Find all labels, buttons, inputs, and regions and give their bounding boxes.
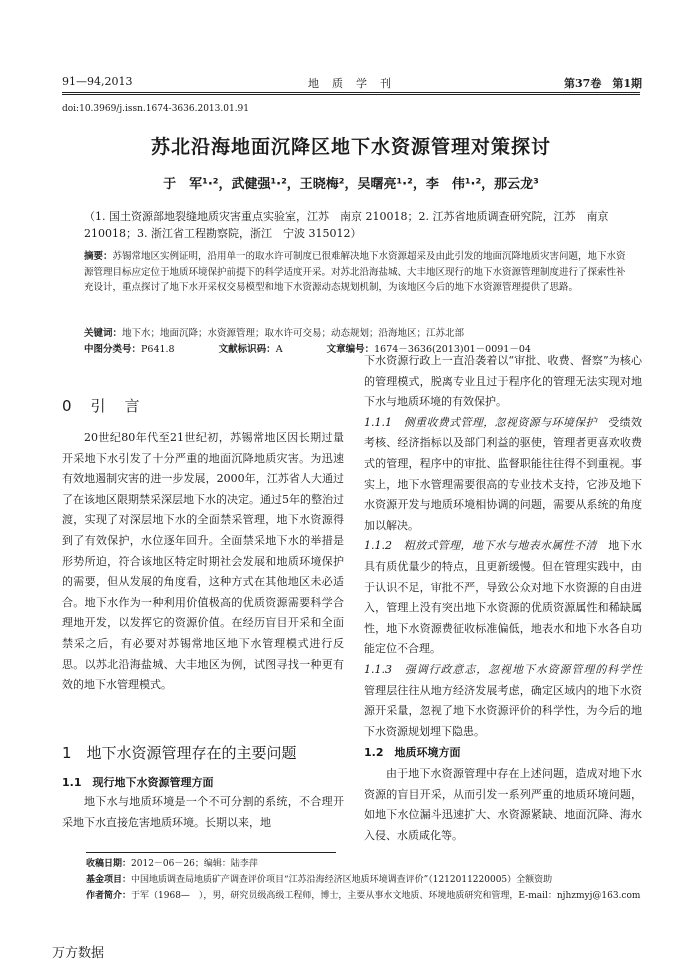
subsection-1-1-3-text: 管理层往往从地方经济发展考虑，确定区域内的地下水资源开采量，忽视了地下水资源评价的科学性，为今后的地下水资源规划埋下隐患。 (364, 683, 642, 738)
subsection-1-1-1-text: 受绩效考核、经济指标以及部门利益的驱使，管理者更喜欢收费式的管理，程序中的审批、监督职能往往得不到重视。事实上，地下水管理需要很高的专业技术支持，它涉及地下水资源开发与地质环境相协调的问题，需要从系统的角度加以解决。 (364, 415, 643, 532)
doi: doi:10.3969/j.issn.1674-3636.2013.01.91 (62, 104, 250, 114)
section-1-1-paragraph: 地下水与地质环境是一个不可分割的系统，不合理开采地下水直接危害地质环境。长期以来，地 (62, 795, 344, 829)
wanfang-watermark: 万方数据 (52, 946, 105, 961)
article-title: 苏北沿海地面沉降区地下水资源管理对策探讨 (150, 136, 551, 158)
subsection-1-1-2-heading: 1.1.2 粗放式管理，地下水与地表水属性不清 (364, 539, 597, 553)
abstract (84, 249, 626, 296)
subsection-1-1-2-text: 地下水具有质优量少的特点，且更新缓慢。但在管理实践中，由于认识不足，审批不严，导致公众对地下水资源的自由进入，管理上没有突出地下水资源的优质资源属性和稀缺属性，地下水资源费征收标准偏低，地表水和地下水各自功能定位不合理。 (364, 539, 643, 656)
section-1-1-heading: 1.1 现行地下水资源管理方面 (62, 776, 214, 789)
intro-paragraph: 20世纪80年代至21世纪初，苏锡常地区因长期过量开采地下水引发了十分严重的地面沉降地质灾害。为迅速有效地遏制灾害的进一步发展，2000年，江苏省人大通过了在该地区限期禁采深层地下水的决定。通过5年的整治过渡，实现了对深层地下水的全面禁采管理，地下水资源得到了有效保护，水位逐年回升。全面禁采地下水的举措是形势所迫，符合该地区特定时期社会发展和地质环境保护的需要，但从发展的角度看，这种方式在其他地区未必适合。地下水作为一种利用价值极高的优质资源需要科学合理地开发，以发挥它的资源价值。在经历盲目开采和全面禁采之后，有必要对苏锡常地区地下水管理模式进行反思。以苏北沿海盐城、大丰地区为例，试图寻找一种更有效的地下水管理模式。 (62, 431, 344, 692)
footnotes (86, 856, 642, 904)
fund-note (86, 872, 642, 888)
subsection-1-1-2 (364, 536, 642, 660)
fund-text: 中国地质调查局地质矿产调查评价项目“江苏沿海经济区地质环境调查评价”（1212011220005）全额资助 (131, 875, 553, 885)
section-1-heading: 1 地下水资源管理存在的主要问题 (62, 744, 297, 762)
subsection-1-1-3-heading: 1.1.3 强调行政意志，忽视地下水资源管理的科学性 (364, 662, 642, 676)
section-1-1-body (62, 792, 344, 833)
journal-name: 地 质 学 刊 (308, 77, 392, 90)
article-no-value: 1674－3636(2013)01－0091－04 (374, 344, 531, 355)
subsection-1-1-3 (364, 660, 642, 742)
abstract-label: 摘要： (84, 251, 113, 262)
footnote-rule (86, 852, 336, 853)
section-1-2-heading: 1.2 地质环境方面 (364, 746, 461, 760)
doc-code-label: 文献标识码： (218, 344, 276, 355)
continued-paragraph: 下水资源行政上一直沿袭着以“审批、收费、督察”为核心的管理模式，脱离专业且过于程序化的管理无法实现对地下水与地质环境的有效保护。 (364, 354, 642, 409)
article-no-label: 文章编号： (326, 344, 375, 355)
keywords-label: 关键词： (84, 328, 123, 339)
header-rule (62, 92, 640, 93)
received-label: 收稿日期： (86, 859, 132, 869)
section-0-heading: 0 引 言 (62, 397, 142, 415)
author-note (86, 888, 642, 904)
doc-code-value: A (275, 344, 283, 355)
clc-value: P641.8 (141, 344, 175, 355)
received-text: 2012－06－26；编辑：陆李萍 (131, 859, 258, 869)
author-list: 于 军¹·²，武健强¹·²，王晓梅²，吴曙亮¹·²，李 伟¹·²，那云龙³ (163, 177, 539, 192)
author-bio-label: 作者简介： (86, 891, 132, 901)
author-bio-text: 于军（1968— ），男，研究员级高级工程师，博士，主要从事水文地质、环境地质研究和管理，E-mail：njhzmyj@163.com (131, 891, 641, 901)
abstract-text: 苏锡常地区实例证明，沿用单一的取水许可制度已很难解决地下水资源超采及由此引发的地面沉降地质灾害问题，地下水资源管理目标应定位于地质环境保护前提下的科学适度开采。对苏北沿海盐城、大丰地区现行的地下水资源管理制度进行了探索性补充设计，重点探讨了地下水开采权交易模型和地下水资源动态规划机制，为该地区今后的地下水资源管理提供了思路。 (84, 251, 626, 293)
keywords-text: 地下水；地面沉降；水资源管理；取水许可交易；动态规划；沿海地区；江苏北部 (122, 328, 465, 339)
clc-label: 中图分类号： (84, 344, 142, 355)
section-0-body (62, 428, 344, 696)
section-1-2-paragraph: 由于地下水资源管理中存在上述问题，造成对地下水资源的盲目开采，从而引发一系列严重的地质环境问题，如地下水位漏斗迅速扩大、水资源紧缺、地面沉降、海水入侵、水质咸化等。 (364, 767, 642, 843)
keywords (84, 326, 626, 342)
fund-label: 基金项目： (86, 875, 132, 885)
volume-issue: 第37卷 第1期 (564, 77, 642, 90)
right-column (364, 351, 642, 847)
subsection-1-1-1 (364, 413, 642, 537)
header-rule-2 (62, 94, 640, 95)
received-note (86, 856, 642, 872)
affiliations: （1. 国土资源部地裂缝地质灾害重点实验室，江苏 南京 210018；2. 江苏省地质调查研究院，江苏 南京 210018；3. 浙江省工程勘察院，浙江 宁波 315012） (84, 210, 609, 240)
subsection-1-1-1-heading: 1.1.1 侧重收费式管理，忽视资源与环境保护 (364, 415, 597, 429)
page-range: 91—94,2013 (62, 75, 133, 88)
